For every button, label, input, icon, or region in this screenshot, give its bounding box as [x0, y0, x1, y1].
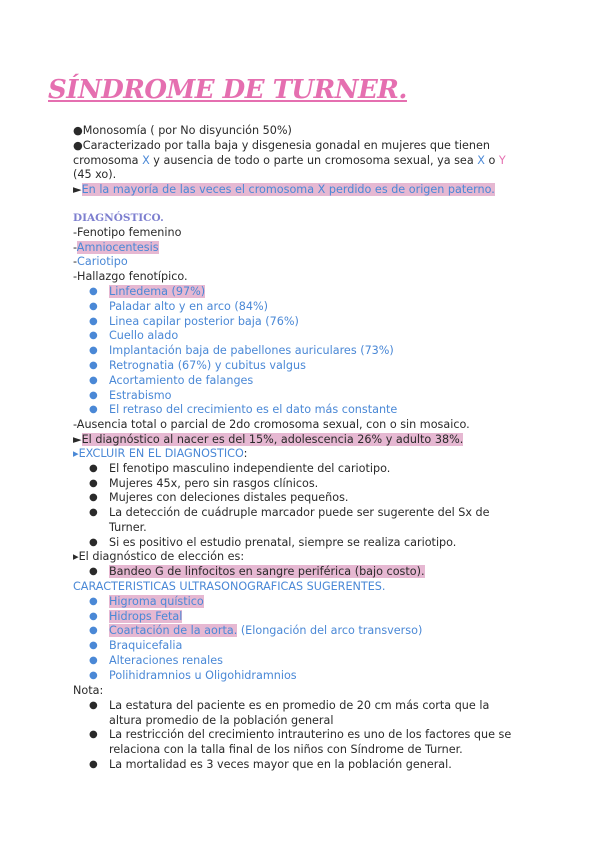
- ultra-list: [73, 595, 543, 684]
- excluir-section: [73, 447, 543, 551]
- list-item: ● La detección de cuádruple marcador puede ser sugerente del Sx de Turner.: [89, 506, 490, 534]
- list-item: ● Paladar alto y en arco (84%): [89, 299, 268, 313]
- list-item: ● La restricción del crecimiento intrauterino es uno de los factores que se relaciona con la talla final de los niños con Síndrome de Turner.: [89, 728, 512, 757]
- page-title: SÍNDROME DE TURNER.: [48, 75, 407, 105]
- eleccion-heading: ▸El diagnóstico de elección es:: [73, 550, 245, 563]
- list-item: ● Coartación de la aorta. (Elongación del arco transverso): [89, 624, 423, 638]
- list-item: ● La estatura del paciente es en promedio de 20 cm más corta que la altura promedio de la población general: [89, 698, 490, 727]
- list-item: ● Higroma quístico: [89, 594, 204, 608]
- diagnostico-heading: DIAGNÓSTICO.: [73, 212, 164, 224]
- list-item: ● Linfedema (97%): [89, 284, 206, 298]
- list-item: ● Acortamiento de falanges: [89, 373, 254, 387]
- intro-section: [73, 124, 543, 198]
- nota-heading: Nota:: [73, 684, 104, 697]
- amniocentesis: -Amniocentesis: [73, 240, 159, 254]
- intro-monosomia: ●Monosomía ( por No disyunción 50%): [73, 124, 292, 137]
- excluir-list: [73, 462, 543, 551]
- nota-list: [73, 699, 543, 773]
- eleccion-section: [73, 550, 543, 580]
- list-item: ● Estrabismo: [89, 388, 172, 402]
- eleccion-list: [73, 565, 543, 580]
- list-item: ● La mortalidad es 3 veces mayor que en la población general.: [89, 757, 452, 771]
- list-item: ● Bandeo G de linfocitos en sangre periférica (bajo costo).: [89, 564, 425, 578]
- list-item: ● Cuello alado: [89, 329, 179, 343]
- hallazgo-fenotipico: -Hallazgo fenotípico.: [73, 270, 188, 284]
- list-item: ● Implantación baja de pabellones auriculares (73%): [89, 344, 394, 358]
- list-item: ● Retrognatia (67%) y cubitus valgus: [89, 358, 306, 372]
- list-item: ● Polihidramnios u Oligohidramnios: [89, 668, 297, 682]
- diagnostico-edad: ►El diagnóstico al nacer es del 15%, adolescencia 26% y adulto 38%.: [73, 432, 464, 446]
- hallazgos-list: [73, 285, 543, 418]
- list-item: ● Mujeres 45x, pero sin rasgos clínicos.: [89, 476, 319, 490]
- intro-45xo: (45 xo).: [73, 168, 117, 182]
- list-item: ● Si es positivo el estudio prenatal, siempre se realiza cariotipo.: [89, 535, 457, 549]
- cariotipo: -Cariotipo: [73, 255, 128, 269]
- list-item: ● Alteraciones renales: [89, 653, 223, 667]
- ultra-section: [73, 580, 543, 684]
- fenotipo-femenino: -Fenotipo femenino: [73, 225, 182, 239]
- list-item: ● Hidrops Fetal: [89, 609, 183, 623]
- list-item: ● Mujeres con deleciones distales pequeños.: [89, 491, 349, 505]
- intro-origen-paterno: ►En la mayoría de las veces el cromosoma X perdido es de origen paterno.: [73, 183, 495, 197]
- intro-caracterizado: ●Caracterizado por talla baja y disgenesia gonadal en mujeres que tienen: [73, 138, 490, 152]
- diagnostico-section: [73, 211, 543, 448]
- list-item: ● Linea capilar posterior baja (76%): [89, 314, 299, 328]
- list-item: ● El fenotipo masculino independiente del cariotipo.: [89, 461, 391, 475]
- excluir-heading: ▸EXCLUIR EN EL DIAGNOSTICO:: [73, 447, 248, 460]
- nota-section: [73, 684, 543, 773]
- ausencia-cromosoma: -Ausencia total o parcial de 2do cromosoma sexual, con o sin mosaico.: [73, 418, 470, 432]
- list-item: ● El retraso del crecimiento es el dato más constante: [89, 403, 398, 417]
- list-item: ● Braquicefalia: [89, 639, 183, 653]
- ultra-heading: CARACTERISTICAS ULTRASONOGRAFICAS SUGERENTES.: [73, 580, 386, 593]
- intro-cromosoma: cromosoma X y ausencia de todo o parte un cromosoma sexual, ya sea X o Y: [73, 153, 506, 167]
